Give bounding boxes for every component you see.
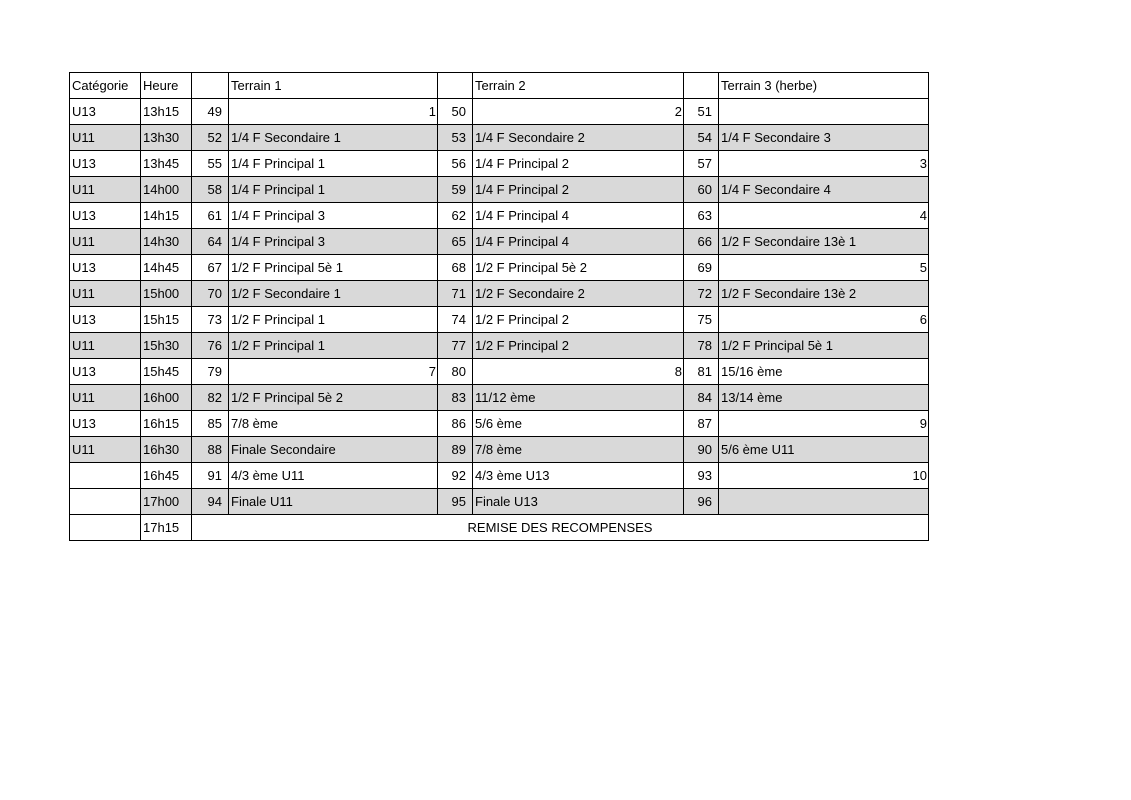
match-number-cell: 71	[438, 281, 473, 307]
match-number-cell: 87	[684, 411, 719, 437]
match-number-cell: 57	[684, 151, 719, 177]
category-cell: U11	[70, 333, 141, 359]
time-cell: 15h00	[141, 281, 192, 307]
header-terrain3: Terrain 3 (herbe)	[719, 73, 929, 99]
time-cell: 13h30	[141, 125, 192, 151]
time-cell: 14h15	[141, 203, 192, 229]
terrain3-cell	[719, 489, 929, 515]
terrain1-cell: 1/2 F Secondaire 1	[229, 281, 438, 307]
category-cell: U13	[70, 99, 141, 125]
schedule-row	[70, 359, 929, 385]
time-cell: 14h45	[141, 255, 192, 281]
match-number-cell: 62	[438, 203, 473, 229]
match-number-cell: 70	[192, 281, 229, 307]
match-number-cell: 94	[192, 489, 229, 515]
terrain2-cell: 5/6 ème	[473, 411, 684, 437]
match-number-cell: 78	[684, 333, 719, 359]
terrain2-cell: 2	[473, 99, 684, 125]
category-cell: U13	[70, 255, 141, 281]
schedule-table	[69, 72, 929, 541]
match-number-cell: 64	[192, 229, 229, 255]
match-number-cell: 66	[684, 229, 719, 255]
match-number-cell: 76	[192, 333, 229, 359]
terrain2-cell: 8	[473, 359, 684, 385]
schedule-row	[70, 385, 929, 411]
category-cell: U11	[70, 281, 141, 307]
match-number-cell: 82	[192, 385, 229, 411]
schedule-row	[70, 229, 929, 255]
time-cell: 16h00	[141, 385, 192, 411]
match-number-cell: 86	[438, 411, 473, 437]
match-number-cell: 90	[684, 437, 719, 463]
category-cell	[70, 489, 141, 515]
terrain1-cell: 1/4 F Principal 3	[229, 203, 438, 229]
terrain3-cell: 15/16 ème	[719, 359, 929, 385]
terrain3-cell: 4	[719, 203, 929, 229]
terrain3-cell: 6	[719, 307, 929, 333]
match-number-cell: 61	[192, 203, 229, 229]
match-number-cell: 65	[438, 229, 473, 255]
match-number-cell: 80	[438, 359, 473, 385]
terrain3-cell: 1/4 F Secondaire 3	[719, 125, 929, 151]
terrain1-cell: 1/2 F Principal 1	[229, 307, 438, 333]
time-cell: 13h15	[141, 99, 192, 125]
terrain3-cell: 10	[719, 463, 929, 489]
header-num3	[684, 73, 719, 99]
time-cell: 15h30	[141, 333, 192, 359]
match-number-cell: 55	[192, 151, 229, 177]
time-cell: 16h15	[141, 411, 192, 437]
category-cell: U13	[70, 203, 141, 229]
match-number-cell: 91	[192, 463, 229, 489]
match-number-cell: 74	[438, 307, 473, 333]
terrain3-cell: 1/2 F Principal 5è 1	[719, 333, 929, 359]
terrain1-cell: 7/8 ème	[229, 411, 438, 437]
terrain1-cell: 1/2 F Principal 5è 2	[229, 385, 438, 411]
header-heure: Heure	[141, 73, 192, 99]
terrain1-cell: 1/4 F Secondaire 1	[229, 125, 438, 151]
time-cell: 15h15	[141, 307, 192, 333]
match-number-cell: 56	[438, 151, 473, 177]
match-number-cell: 95	[438, 489, 473, 515]
match-number-cell: 53	[438, 125, 473, 151]
terrain3-cell	[719, 99, 929, 125]
terrain2-cell: 1/2 F Secondaire 2	[473, 281, 684, 307]
terrain3-cell: 1/2 F Secondaire 13è 1	[719, 229, 929, 255]
awards-ceremony-cell: REMISE DES RECOMPENSES	[192, 515, 929, 541]
terrain1-cell: 1/4 F Principal 3	[229, 229, 438, 255]
time-cell: 17h00	[141, 489, 192, 515]
match-number-cell: 81	[684, 359, 719, 385]
terrain3-cell: 1/2 F Secondaire 13è 2	[719, 281, 929, 307]
category-cell: U13	[70, 411, 141, 437]
category-cell	[70, 515, 141, 541]
terrain3-cell: 3	[719, 151, 929, 177]
header-num1	[192, 73, 229, 99]
match-number-cell: 84	[684, 385, 719, 411]
match-number-cell: 58	[192, 177, 229, 203]
terrain2-cell: 1/2 F Principal 5è 2	[473, 255, 684, 281]
match-number-cell: 67	[192, 255, 229, 281]
terrain2-cell: 1/4 F Principal 4	[473, 229, 684, 255]
terrain3-cell: 5	[719, 255, 929, 281]
header-row	[70, 73, 929, 99]
category-cell: U13	[70, 359, 141, 385]
terrain2-cell: 1/4 F Principal 2	[473, 151, 684, 177]
match-number-cell: 72	[684, 281, 719, 307]
schedule-row	[70, 255, 929, 281]
terrain2-cell: 4/3 ème U13	[473, 463, 684, 489]
terrain2-cell: Finale U13	[473, 489, 684, 515]
terrain1-cell: 1/4 F Principal 1	[229, 177, 438, 203]
time-cell: 13h45	[141, 151, 192, 177]
schedule-row	[70, 281, 929, 307]
match-number-cell: 96	[684, 489, 719, 515]
match-number-cell: 88	[192, 437, 229, 463]
match-number-cell: 73	[192, 307, 229, 333]
match-number-cell: 49	[192, 99, 229, 125]
match-number-cell: 77	[438, 333, 473, 359]
match-number-cell: 79	[192, 359, 229, 385]
terrain3-cell: 13/14 ème	[719, 385, 929, 411]
match-number-cell: 92	[438, 463, 473, 489]
category-cell: U11	[70, 125, 141, 151]
match-number-cell: 75	[684, 307, 719, 333]
match-number-cell: 85	[192, 411, 229, 437]
category-cell: U11	[70, 229, 141, 255]
terrain1-cell: Finale U11	[229, 489, 438, 515]
schedule-row	[70, 437, 929, 463]
time-cell: 14h30	[141, 229, 192, 255]
schedule-row	[70, 125, 929, 151]
terrain1-cell: 7	[229, 359, 438, 385]
time-cell: 16h45	[141, 463, 192, 489]
final-row	[70, 515, 929, 541]
terrain2-cell: 1/4 F Principal 4	[473, 203, 684, 229]
match-number-cell: 63	[684, 203, 719, 229]
header-terrain2: Terrain 2	[473, 73, 684, 99]
time-cell: 14h00	[141, 177, 192, 203]
schedule-row	[70, 411, 929, 437]
category-cell	[70, 463, 141, 489]
category-cell: U11	[70, 177, 141, 203]
terrain1-cell: 1/2 F Principal 1	[229, 333, 438, 359]
schedule-row	[70, 203, 929, 229]
match-number-cell: 69	[684, 255, 719, 281]
category-cell: U13	[70, 307, 141, 333]
terrain1-cell: 1/2 F Principal 5è 1	[229, 255, 438, 281]
match-number-cell: 60	[684, 177, 719, 203]
header-num2	[438, 73, 473, 99]
terrain1-cell: 4/3 ème U11	[229, 463, 438, 489]
category-cell: U11	[70, 385, 141, 411]
time-cell: 15h45	[141, 359, 192, 385]
schedule-row	[70, 307, 929, 333]
match-number-cell: 50	[438, 99, 473, 125]
match-number-cell: 93	[684, 463, 719, 489]
terrain3-cell: 5/6 ème U11	[719, 437, 929, 463]
terrain2-cell: 11/12 ème	[473, 385, 684, 411]
terrain3-cell: 1/4 F Secondaire 4	[719, 177, 929, 203]
terrain2-cell: 1/2 F Principal 2	[473, 333, 684, 359]
category-cell: U11	[70, 437, 141, 463]
header-categorie: Catégorie	[70, 73, 141, 99]
schedule-row	[70, 333, 929, 359]
match-number-cell: 52	[192, 125, 229, 151]
schedule-row	[70, 177, 929, 203]
match-number-cell: 89	[438, 437, 473, 463]
schedule-row	[70, 463, 929, 489]
time-cell: 16h30	[141, 437, 192, 463]
time-cell: 17h15	[141, 515, 192, 541]
match-number-cell: 68	[438, 255, 473, 281]
match-number-cell: 54	[684, 125, 719, 151]
terrain1-cell: Finale Secondaire	[229, 437, 438, 463]
terrain1-cell: 1	[229, 99, 438, 125]
terrain1-cell: 1/4 F Principal 1	[229, 151, 438, 177]
terrain2-cell: 1/2 F Principal 2	[473, 307, 684, 333]
terrain3-cell: 9	[719, 411, 929, 437]
terrain2-cell: 1/4 F Secondaire 2	[473, 125, 684, 151]
schedule-row	[70, 99, 929, 125]
schedule-row	[70, 151, 929, 177]
header-terrain1: Terrain 1	[229, 73, 438, 99]
match-number-cell: 59	[438, 177, 473, 203]
terrain2-cell: 7/8 ème	[473, 437, 684, 463]
schedule-row	[70, 489, 929, 515]
match-number-cell: 83	[438, 385, 473, 411]
category-cell: U13	[70, 151, 141, 177]
match-number-cell: 51	[684, 99, 719, 125]
terrain2-cell: 1/4 F Principal 2	[473, 177, 684, 203]
